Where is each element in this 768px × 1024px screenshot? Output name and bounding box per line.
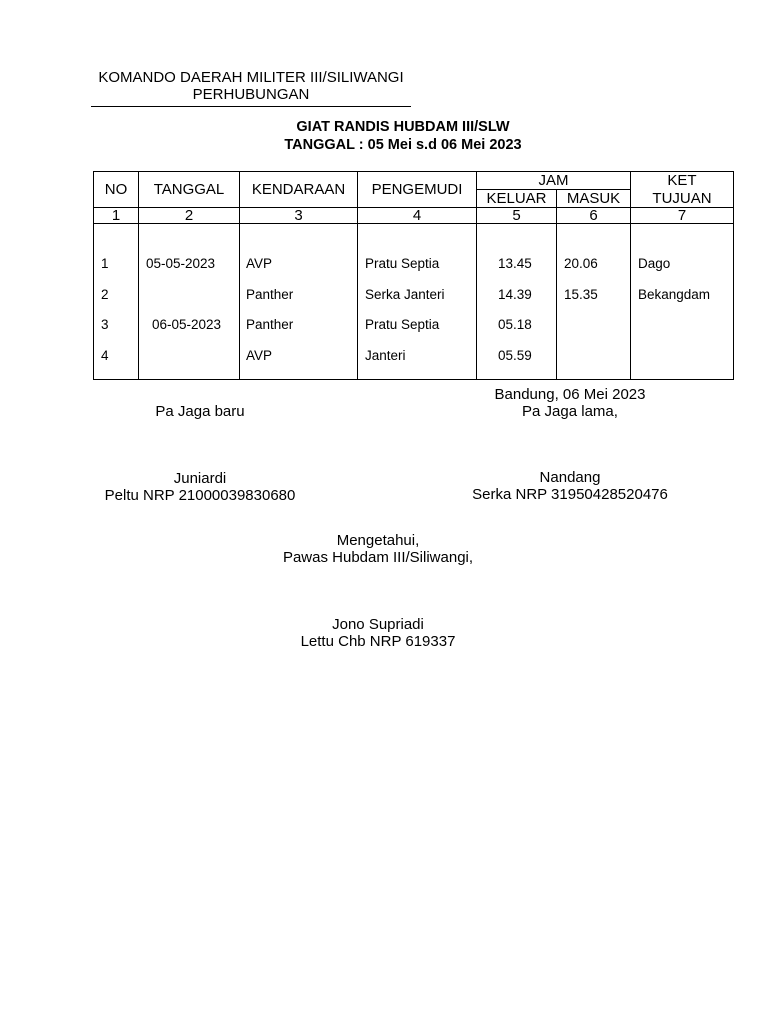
header-underline	[91, 106, 411, 107]
row-tujuan	[638, 347, 733, 378]
org-name: KOMANDO DAERAH MILITER III/SILIWANGI	[98, 69, 404, 86]
tanggal-column	[139, 224, 240, 380]
acknowledgement-label: Mengetahui,	[336, 532, 420, 549]
row-no: 4	[101, 347, 109, 363]
left-signer-rank: Peltu NRP 21000039830680	[104, 487, 296, 504]
row-kendaraan: AVP	[246, 256, 273, 271]
acknowledger-name: Jono Supriadi	[332, 616, 424, 633]
column-number: 3	[240, 208, 358, 224]
row-keluar: 05.59	[498, 347, 532, 363]
row-kendaraan: Panther	[246, 317, 294, 332]
column-number: 6	[557, 208, 631, 224]
title-line-1: GIAT RANDIS HUBDAM III/SLW	[296, 119, 510, 135]
column-number-row	[94, 208, 734, 224]
keluar-column	[477, 224, 557, 380]
row-kendaraan: AVP	[246, 347, 273, 363]
pengemudi-column	[358, 224, 477, 380]
row-keluar: 05.18	[498, 317, 532, 332]
row-pengemudi: Pratu Septia	[365, 317, 440, 332]
column-number: 5	[477, 208, 557, 224]
row-masuk: 15.35	[564, 286, 598, 302]
header-kendaraan: KENDARAAN	[240, 172, 358, 208]
right-signer-rank: Serka NRP 31950428520476	[472, 486, 668, 503]
row-tujuan	[638, 316, 733, 347]
row-keluar: 13.45	[498, 256, 532, 271]
row-masuk	[564, 347, 630, 378]
header-ket: KET	[631, 172, 734, 190]
document-title	[0, 118, 768, 154]
header-pengemudi: PENGEMUDI	[358, 172, 477, 208]
row-no: 3	[101, 317, 109, 332]
title-line-2: TANGGAL : 05 Mei s.d 06 Mei 2023	[284, 137, 522, 153]
column-number: 1	[94, 208, 139, 224]
row-tujuan: Bekangdam	[638, 286, 711, 302]
acknowledger-rank: Lettu Chb NRP 619337	[300, 633, 456, 650]
row-tanggal: 05-05-2023	[146, 256, 216, 271]
row-tanggal: 06-05-2023	[152, 317, 222, 332]
header-no: NO	[94, 172, 139, 208]
row-tujuan: Dago	[638, 256, 671, 271]
no-column	[94, 224, 139, 380]
column-number: 7	[631, 208, 734, 224]
header-keluar: KELUAR	[477, 190, 557, 208]
row-pengemudi: Serka Janteri	[365, 286, 445, 302]
place-date: Bandung, 06 Mei 2023	[494, 386, 646, 403]
row-tanggal	[139, 286, 239, 317]
header-jam: JAM	[477, 172, 631, 190]
tujuan-column	[631, 224, 734, 380]
row-masuk	[564, 316, 630, 347]
left-signer-name: Juniardi	[173, 470, 227, 487]
left-signer-role: Pa Jaga baru	[155, 403, 245, 420]
masuk-column	[557, 224, 631, 380]
row-tanggal	[139, 347, 239, 378]
kendaraan-column	[240, 224, 358, 380]
row-kendaraan: Panther	[246, 286, 294, 302]
table-body	[94, 224, 734, 380]
org-unit: PERHUBUNGAN	[192, 86, 310, 103]
org-header	[91, 69, 411, 103]
column-number: 2	[139, 208, 240, 224]
row-no: 2	[101, 286, 109, 302]
right-signer-name: Nandang	[539, 469, 601, 486]
row-pengemudi: Janteri	[365, 347, 406, 363]
right-signer-role: Pa Jaga lama,	[522, 403, 618, 420]
header-tujuan: TUJUAN	[631, 190, 734, 208]
row-pengemudi: Pratu Septia	[365, 256, 440, 271]
column-number: 4	[358, 208, 477, 224]
row-keluar: 14.39	[498, 286, 532, 302]
header-tanggal: TANGGAL	[139, 172, 240, 208]
header-masuk: MASUK	[557, 190, 631, 208]
vehicle-log-table	[93, 171, 734, 380]
acknowledgement-office: Pawas Hubdam III/Siliwangi,	[282, 549, 474, 566]
row-no: 1	[101, 256, 109, 271]
row-masuk: 20.06	[564, 256, 598, 271]
